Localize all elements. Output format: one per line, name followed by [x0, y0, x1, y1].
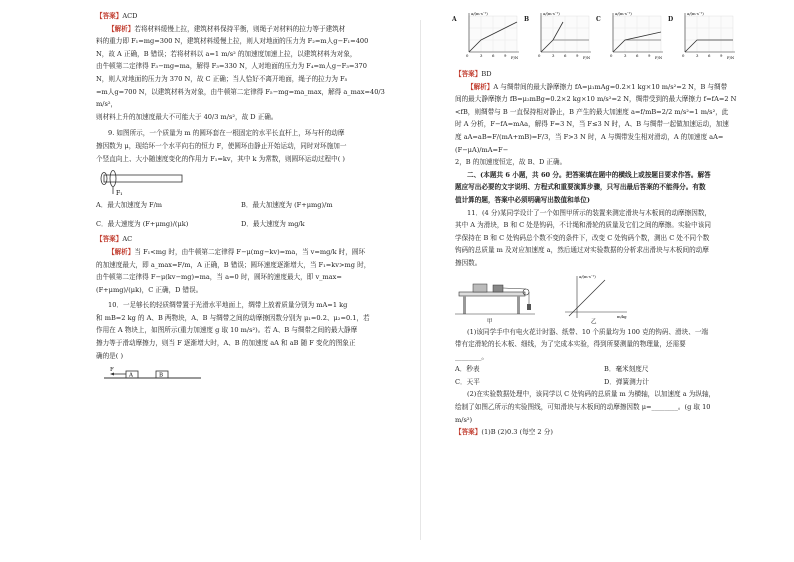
- explanation-tag: 【解析】: [108, 24, 135, 33]
- y-axis-label: a/(m·s⁻²): [687, 11, 704, 16]
- explanation-line: 当 F₁<mg 时，由牛顿第二定律得 F−μ(mg−kv)=ma，当 v=mg/k 时，圆环: [134, 247, 366, 256]
- x-axis-label: m/kg: [617, 313, 627, 319]
- figure-yi-label: 乙: [591, 318, 597, 324]
- column-divider: [420, 20, 421, 540]
- q11-sub2-line: m/s²): [455, 415, 473, 424]
- option-d[interactable]: D．最大速度为 mg/k: [241, 219, 305, 228]
- tick-label: 3: [696, 53, 699, 58]
- question-9-line: 擦因数为 μ，现给环一个水平向右的恒力 F，使圆环由静止开始运动，同时对环施加一: [96, 141, 347, 150]
- tick-label: 9: [576, 53, 579, 58]
- answer-q10: [455, 68, 753, 81]
- tick-label: 0: [610, 53, 613, 58]
- graph-option-d[interactable]: [668, 10, 741, 64]
- answer-tag: 【答案】: [96, 12, 123, 20]
- explanation-q9: [96, 246, 386, 259]
- answer-q8: [96, 10, 386, 23]
- q11-sub1-line: (1)该同学手中有电火花计时器、纸带、10 个质量均为 100 克的钩码、滑块、一端: [467, 327, 709, 336]
- question-11-line: 其中 A 为滑块，B 和 C 处是钩码，不计绳和滑轮的质量及它们之间的摩擦。实验中该同: [455, 221, 711, 230]
- explanation-line: =m人g=700 N，以建筑材料为对象，由牛顿第二定律得 F₅−mg=ma_max，解得 a_max=40/3 m/s²，: [96, 87, 385, 109]
- section-2-line: 题应写出必要的文字说明、方程式和重要演算步骤，只写出最后答案的不能得分。有数: [455, 183, 706, 192]
- question-10-line: 作用在 A 物块上，如图所示(重力加速度 g 取 10 m/s²)。若 A、B 与绸带之间的最大静摩: [96, 326, 358, 335]
- option-c[interactable]: C．天平: [455, 377, 480, 386]
- tick-label: 0: [682, 53, 685, 58]
- q11-sub1-line: 带有定滑轮的长木板、细线，为了完成本实验，得到所要测量的物理量，还需要: [455, 340, 686, 349]
- tick-label: 6: [492, 53, 495, 58]
- ring-rod-diagram: [96, 167, 186, 197]
- option-b[interactable]: B．最大加速度为 (F+μmg)/m: [241, 201, 333, 210]
- option-b[interactable]: B．毫米刻度尺: [604, 365, 649, 374]
- y-axis-label: a/(m·s⁻²): [543, 11, 560, 16]
- graph-c-plot: [605, 10, 669, 64]
- explanation-line: 由牛顿第二定律得 F−μ(kv−mg)=ma，当 a=0 时，圆环的速度最大，即 v_max=: [96, 273, 342, 282]
- graph-option-b[interactable]: [524, 10, 597, 64]
- explanation-line: A 与绸带间的最大静摩擦力 fA=μ₁mAg=0.2×1 kg×10 m/s²=2 N，B 与绸带: [493, 82, 728, 91]
- figure-jia-label: 甲: [487, 318, 493, 324]
- option-d[interactable]: D．弹簧测力计: [604, 377, 649, 386]
- section-2-line: 值计算的题，答案中必须明确写出数值和单位): [455, 195, 590, 204]
- graph-label: B: [524, 16, 530, 23]
- graph-label: A: [452, 16, 457, 23]
- tick-label: 9: [720, 53, 723, 58]
- question-10-line: 10．一足够长的轻质绸带置于光滑水平地面上，绸带上放着质量分别为 mA=1 kg: [108, 301, 348, 310]
- q11-options: [455, 363, 753, 388]
- answer-text: (1)B (2)0.3 (每空 2 分): [481, 428, 553, 437]
- question-10-line: 和 mB=2 kg 的 A、B 两物块，A、B 与绸带之间的动摩擦因数分别为 μ₁=0.2、μ₂=0.1，若: [96, 313, 370, 322]
- answer-q9: [96, 233, 386, 246]
- answer-text: BD: [481, 70, 492, 78]
- y-axis-label: a/(m·s⁻²): [615, 11, 632, 16]
- x-axis-label: F/N: [511, 55, 519, 60]
- graph-b-plot: [533, 10, 597, 64]
- explanation-line: N，则人对地面的压力为 370 N，故 C 正确；当人恰好不离开地面，绳子的拉力为 F₅: [96, 74, 348, 83]
- graph-figure-yi: [547, 272, 637, 324]
- q11-sub1-line: ________。: [455, 352, 488, 361]
- graph-label: C: [596, 16, 601, 23]
- explanation-line: <fB，则绸带与 B 一直保持相对静止，B 产生的最大加速度 a=f/mB=2/2 m/s²=1 m/s²，此: [455, 107, 729, 116]
- graph-option-a[interactable]: [452, 10, 525, 64]
- section-2-heading: 二、(本题共 6 小题，共 60 分。把答案填在题中的横线上或按题目要求作答。解答: [467, 170, 711, 179]
- tick-label: 6: [636, 53, 639, 58]
- ribbon-blocks-diagram: [96, 364, 206, 382]
- tick-label: 6: [708, 53, 711, 58]
- right-column: [452, 10, 753, 439]
- explanation-q8: [96, 23, 386, 36]
- explanation-line: 则材料上升的加速度最大不可能大于 40/3 m/s²，故 D 正确。: [96, 112, 278, 121]
- left-column: [96, 10, 386, 382]
- explanation-line: 若将材料缓慢上拉，建筑材料保持平衡，则绳子对材料的拉力等于建筑材: [134, 24, 346, 33]
- force-label: F₁: [116, 190, 123, 198]
- question-11-line: 学保持在 B 和 C 处钩码总个数不变的条件下，改变 C 处钩码个数，测出 C 处不同个数: [455, 233, 710, 242]
- question-11-line: 擦因数。: [455, 258, 482, 267]
- answer-tag: 【答案】: [96, 235, 123, 244]
- graph-d-plot: [677, 10, 741, 64]
- tick-label: 0: [538, 53, 541, 58]
- x-axis-label: F/N: [583, 55, 591, 60]
- q11-sub2-line: (2)在实验数据处理中，该同学以 C 处钩码的总质量 m 为横轴，以加速度 a 为纵轴，: [467, 390, 716, 399]
- question-9-options: [96, 199, 386, 230]
- answer-text: AC: [122, 235, 133, 244]
- answer-text: ACD: [122, 12, 138, 20]
- explanation-line: 由牛顿第二定律得 F₃−mg=ma，解得 F₃=330 N，人对地面的压力为 F₄=m人g−F₃=370: [96, 62, 367, 71]
- explanation-line: (F+μmg)/(μk)，C 正确，D 错误。: [96, 285, 203, 294]
- question-10-line: 确的是( ): [96, 351, 124, 360]
- graph-option-c[interactable]: [596, 10, 669, 64]
- answer-tag: 【答案】: [455, 428, 482, 437]
- explanation-line: 的加速度最大，即 a_max=F/m，A 正确，B 错误；圆环速度逐渐增大，当 F₁=kv>mg 时，: [96, 260, 371, 269]
- question-11-line: 钩码的总质量 m 及对应加速度 a，然后通过对实验数据的分析求出滑块与木板间的动摩: [455, 246, 709, 255]
- ring-rod-figure: [96, 167, 386, 197]
- explanation-line: N，故 A 正确，B 错误；若将材料以 a=1 m/s² 的加速度加速上拉，以建筑材料为对象，: [96, 49, 357, 58]
- ribbon-blocks-figure: [96, 364, 386, 382]
- tick-label: 0: [466, 53, 469, 58]
- x-axis-label: F/N: [727, 55, 735, 60]
- graph-label: D: [668, 16, 674, 23]
- block-b-label: B: [159, 372, 164, 379]
- y-axis-label: a/(m·s⁻²): [579, 273, 596, 279]
- graph-a-plot: [461, 10, 525, 64]
- y-axis-label: a/(m·s⁻²): [471, 11, 488, 16]
- explanation-line: 2，B 的加速度恒定，故 B、D 正确。: [455, 158, 567, 167]
- tick-label: 9: [504, 53, 507, 58]
- answer-q11: [455, 426, 753, 439]
- explanation-line: 间的最大静摩擦力 fB=μ₂mBg=0.2×2 kg×10 m/s²=2 N，绸带受到的最大摩擦力 f=fA=2 N: [455, 95, 737, 104]
- option-c[interactable]: C．最大速度为 (F+μmg)/(μk): [96, 219, 189, 228]
- option-a[interactable]: A．最大加速度为 F/m: [96, 201, 163, 210]
- explanation-q10: [455, 81, 753, 94]
- answer-tag: 【答案】: [455, 70, 482, 78]
- question-10-line: 擦力等于滑动摩擦力，则当 F 逐渐增大时，A、B 的加速度 aA 和 aB 随 F 变化的图象正: [96, 339, 356, 348]
- block-a-label: A: [129, 372, 133, 379]
- explanation-tag: 【解析】: [467, 82, 494, 91]
- explanation-line: 时 A 分析，F−fA=mAa，解得 F=3 N，当 F≤3 N 时，A、B 与绸带一起做加速运动，加速: [455, 120, 729, 129]
- question-11-line: 11．(4 分)某同学设计了一个如图甲所示的装置来测定滑块与木板间的动摩擦因数，: [467, 208, 712, 217]
- q10-option-graphs: [452, 10, 753, 68]
- explanation-line: 料的重力即 F₁=mg=300 N，建筑材料缓慢上拉，则人对地面的压力为 F₂=m人g−F₁=400: [96, 37, 369, 46]
- question-9-line: 9. 如图所示，一个质量为 m 的圆环套在一根固定的水平长直杆上，环与杆的动摩: [108, 129, 345, 138]
- x-axis-label: F/N: [655, 55, 663, 60]
- tick-label: 3: [552, 53, 555, 58]
- explanation-line: 度 aA=aB=F/(mA+mB)=F/3，当 F>3 N 时，A 与绸带发生相对滑动，A 的加速度 aA=(F−μA)/mA=F−: [455, 132, 724, 154]
- apparatus-figure-jia: [455, 272, 537, 324]
- question-9-line: 个竖直向上、大小随速度变化的作用力 F₁=kv，其中 k 为常数，则圆环运动过程中( ): [96, 154, 345, 163]
- tick-label: 3: [624, 53, 627, 58]
- tick-label: 9: [648, 53, 651, 58]
- option-a[interactable]: A．秒表: [455, 365, 480, 374]
- tick-label: 6: [564, 53, 567, 58]
- force-label: F: [110, 367, 114, 374]
- q11-sub2-line: 绘制了如图乙所示的实验图线，可知滑块与木板间的动摩擦因数 μ=________。(g 取 10: [455, 403, 711, 412]
- q11-figures: [455, 272, 753, 324]
- explanation-tag: 【解析】: [108, 247, 135, 256]
- tick-label: 3: [480, 53, 483, 58]
